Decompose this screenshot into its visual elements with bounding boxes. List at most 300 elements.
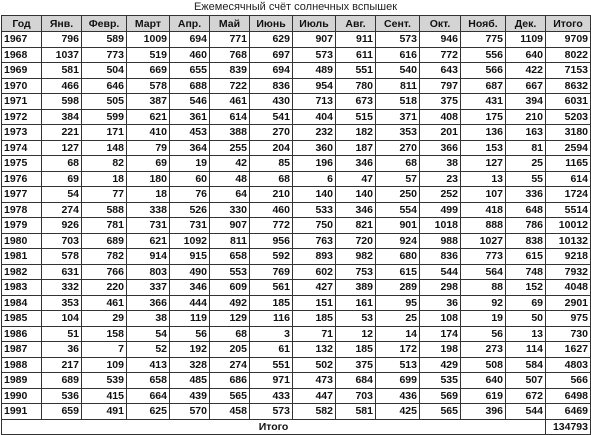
- month-value-cell: 694: [170, 32, 210, 48]
- row-total-cell: 1165: [546, 156, 591, 172]
- year-cell: 1976: [2, 171, 42, 187]
- month-value-cell: 60: [170, 171, 210, 187]
- table-row: [2, 94, 591, 110]
- month-value-cell: 631: [42, 264, 82, 280]
- month-value-cell: 61: [250, 342, 293, 358]
- month-value-cell: 53: [336, 311, 376, 327]
- month-value-cell: 988: [420, 233, 461, 249]
- month-value-cell: 490: [170, 264, 210, 280]
- header-month: Февр.: [82, 16, 127, 32]
- month-value-cell: 185: [250, 295, 293, 311]
- month-value-cell: 684: [336, 373, 376, 389]
- month-value-cell: 556: [461, 47, 506, 63]
- month-value-cell: 461: [210, 94, 250, 110]
- year-cell: 1971: [2, 94, 42, 110]
- month-value-cell: 773: [461, 249, 506, 265]
- month-value-cell: 588: [82, 202, 127, 218]
- month-value-cell: 658: [127, 373, 170, 389]
- month-value-cell: 180: [127, 171, 170, 187]
- table-row: [2, 342, 591, 358]
- month-value-cell: 703: [42, 233, 82, 249]
- month-value-cell: 366: [420, 140, 461, 156]
- year-cell: 1983: [2, 280, 42, 296]
- month-value-cell: 731: [127, 218, 170, 234]
- month-value-cell: 535: [420, 373, 461, 389]
- month-value-cell: 502: [293, 357, 336, 373]
- table-row: [2, 47, 591, 63]
- total-label: Итого: [2, 419, 546, 435]
- row-total-cell: 7153: [546, 63, 591, 79]
- month-value-cell: 270: [250, 125, 293, 141]
- table-row: [2, 404, 591, 420]
- month-value-cell: 569: [420, 388, 461, 404]
- month-value-cell: 336: [506, 187, 546, 203]
- month-value-cell: 699: [376, 373, 420, 389]
- month-value-cell: 508: [461, 357, 506, 373]
- month-value-cell: 519: [127, 47, 170, 63]
- month-value-cell: 786: [506, 218, 546, 234]
- year-cell: 1975: [2, 156, 42, 172]
- month-value-cell: 614: [210, 109, 250, 125]
- table-row: [2, 109, 591, 125]
- month-value-cell: 926: [42, 218, 82, 234]
- month-value-cell: 1009: [127, 32, 170, 48]
- table-row: [2, 357, 591, 373]
- month-value-cell: 77: [82, 187, 127, 203]
- month-value-cell: 667: [506, 78, 546, 94]
- month-value-cell: 491: [82, 404, 127, 420]
- table-row: [2, 187, 591, 203]
- month-value-cell: 565: [420, 404, 461, 420]
- month-value-cell: 731: [170, 218, 210, 234]
- month-value-cell: 518: [376, 94, 420, 110]
- row-total-cell: 2594: [546, 140, 591, 156]
- year-cell: 1977: [2, 187, 42, 203]
- month-value-cell: 689: [42, 373, 82, 389]
- month-value-cell: 901: [376, 218, 420, 234]
- month-value-cell: 175: [461, 109, 506, 125]
- month-value-cell: 689: [82, 233, 127, 249]
- table-caption: Ежемесячный счёт солнечных вспышек: [193, 1, 398, 13]
- month-value-cell: 171: [82, 125, 127, 141]
- month-value-cell: 429: [420, 357, 461, 373]
- row-total-cell: 2901: [546, 295, 591, 311]
- row-total-cell: 730: [546, 326, 591, 342]
- month-value-cell: 172: [376, 342, 420, 358]
- month-value-cell: 578: [42, 249, 82, 265]
- month-value-cell: 114: [506, 342, 546, 358]
- month-value-cell: 127: [42, 140, 82, 156]
- row-total-cell: 5203: [546, 109, 591, 125]
- month-value-cell: 673: [336, 94, 376, 110]
- month-value-cell: 911: [336, 32, 376, 48]
- month-value-cell: 722: [210, 78, 250, 94]
- month-value-cell: 29: [82, 311, 127, 327]
- month-value-cell: 375: [420, 94, 461, 110]
- month-value-cell: 505: [82, 94, 127, 110]
- year-cell: 1984: [2, 295, 42, 311]
- month-value-cell: 1037: [42, 47, 82, 63]
- month-value-cell: 92: [461, 295, 506, 311]
- row-total-cell: 1627: [546, 342, 591, 358]
- month-value-cell: 404: [293, 109, 336, 125]
- month-value-cell: 364: [170, 140, 210, 156]
- month-value-cell: 589: [82, 32, 127, 48]
- month-value-cell: 132: [293, 342, 336, 358]
- month-value-cell: 81: [506, 140, 546, 156]
- month-value-cell: 581: [336, 404, 376, 420]
- month-value-cell: 408: [420, 109, 461, 125]
- month-value-cell: 42: [210, 156, 250, 172]
- month-value-cell: 38: [420, 156, 461, 172]
- month-value-cell: 36: [42, 342, 82, 358]
- month-value-cell: 750: [293, 218, 336, 234]
- month-value-cell: 252: [420, 187, 461, 203]
- month-value-cell: 473: [293, 373, 336, 389]
- month-value-cell: 410: [127, 125, 170, 141]
- year-cell: 1972: [2, 109, 42, 125]
- month-value-cell: 136: [461, 125, 506, 141]
- month-value-cell: 88: [461, 280, 506, 296]
- month-value-cell: 23: [420, 171, 461, 187]
- month-value-cell: 598: [42, 94, 82, 110]
- month-value-cell: 19: [461, 311, 506, 327]
- month-value-cell: 566: [461, 63, 506, 79]
- month-value-cell: 148: [82, 140, 127, 156]
- month-value-cell: 36: [420, 295, 461, 311]
- month-value-cell: 68: [42, 156, 82, 172]
- month-value-cell: 353: [42, 295, 82, 311]
- month-value-cell: 270: [376, 140, 420, 156]
- month-value-cell: 836: [250, 78, 293, 94]
- year-cell: 1985: [2, 311, 42, 327]
- month-value-cell: 687: [461, 78, 506, 94]
- month-value-cell: 839: [210, 63, 250, 79]
- month-value-cell: 513: [376, 357, 420, 373]
- month-value-cell: 192: [170, 342, 210, 358]
- month-value-cell: 140: [293, 187, 336, 203]
- month-value-cell: 422: [506, 63, 546, 79]
- month-value-cell: 643: [420, 63, 461, 79]
- year-cell: 1989: [2, 373, 42, 389]
- month-value-cell: 551: [336, 63, 376, 79]
- year-cell: 1973: [2, 125, 42, 141]
- month-value-cell: 703: [336, 388, 376, 404]
- month-value-cell: 439: [170, 388, 210, 404]
- row-total-cell: 10132: [546, 233, 591, 249]
- month-value-cell: 95: [376, 295, 420, 311]
- table-row: [2, 388, 591, 404]
- month-value-cell: 971: [250, 373, 293, 389]
- month-value-cell: 769: [250, 264, 293, 280]
- month-value-cell: 346: [336, 202, 376, 218]
- month-value-cell: 366: [127, 295, 170, 311]
- total-value: 134793: [546, 419, 591, 435]
- table-row: [2, 373, 591, 389]
- month-value-cell: 210: [250, 187, 293, 203]
- year-cell: 1969: [2, 63, 42, 79]
- month-value-cell: 337: [127, 280, 170, 296]
- month-value-cell: 655: [170, 63, 210, 79]
- month-value-cell: 196: [293, 156, 336, 172]
- month-value-cell: 602: [293, 264, 336, 280]
- month-value-cell: 163: [506, 125, 546, 141]
- month-value-cell: 330: [210, 202, 250, 218]
- month-value-cell: 444: [170, 295, 210, 311]
- header-month: Сент.: [376, 16, 420, 32]
- year-cell: 1991: [2, 404, 42, 420]
- month-value-cell: 69: [42, 171, 82, 187]
- month-value-cell: 504: [82, 63, 127, 79]
- month-value-cell: 615: [506, 249, 546, 265]
- month-value-cell: 564: [461, 264, 506, 280]
- month-value-cell: 664: [127, 388, 170, 404]
- month-value-cell: 553: [210, 264, 250, 280]
- month-value-cell: 485: [170, 373, 210, 389]
- header-month: Апр.: [170, 16, 210, 32]
- month-value-cell: 18: [127, 187, 170, 203]
- header-month: Авг.: [336, 16, 376, 32]
- month-value-cell: 13: [506, 326, 546, 342]
- year-cell: 1986: [2, 326, 42, 342]
- month-value-cell: 748: [506, 264, 546, 280]
- month-value-cell: 394: [506, 94, 546, 110]
- month-value-cell: 425: [376, 404, 420, 420]
- header-month: Июнь: [250, 16, 293, 32]
- row-total-cell: 9218: [546, 249, 591, 265]
- month-value-cell: 328: [170, 357, 210, 373]
- month-value-cell: 384: [42, 109, 82, 125]
- month-value-cell: 561: [250, 280, 293, 296]
- month-value-cell: 536: [42, 388, 82, 404]
- month-value-cell: 161: [336, 295, 376, 311]
- month-value-cell: 217: [42, 357, 82, 373]
- table-row: [2, 63, 591, 79]
- total-row: [2, 419, 591, 435]
- row-total-cell: 6469: [546, 404, 591, 420]
- header-month: Янв.: [42, 16, 82, 32]
- month-value-cell: 56: [170, 326, 210, 342]
- month-value-cell: 338: [127, 202, 170, 218]
- month-value-cell: 616: [376, 47, 420, 63]
- month-value-cell: 461: [82, 295, 127, 311]
- month-value-cell: 803: [127, 264, 170, 280]
- month-value-cell: 38: [127, 311, 170, 327]
- month-value-cell: 615: [376, 264, 420, 280]
- month-value-cell: 346: [170, 280, 210, 296]
- month-value-cell: 907: [210, 218, 250, 234]
- month-value-cell: 811: [376, 78, 420, 94]
- month-value-cell: 3: [250, 326, 293, 342]
- month-value-cell: 427: [293, 280, 336, 296]
- month-value-cell: 68: [210, 326, 250, 342]
- month-value-cell: 697: [250, 47, 293, 63]
- header-month: Дек.: [506, 16, 546, 32]
- row-total-cell: 10012: [546, 218, 591, 234]
- month-value-cell: 780: [336, 78, 376, 94]
- month-value-cell: 453: [170, 125, 210, 141]
- header-total: Итого: [546, 16, 591, 32]
- row-total-cell: 614: [546, 171, 591, 187]
- month-value-cell: 694: [250, 63, 293, 79]
- month-value-cell: 782: [82, 249, 127, 265]
- month-value-cell: 621: [127, 109, 170, 125]
- month-value-cell: 609: [210, 280, 250, 296]
- month-value-cell: 640: [506, 47, 546, 63]
- row-total-cell: 4048: [546, 280, 591, 296]
- month-value-cell: 688: [170, 78, 210, 94]
- month-value-cell: 396: [461, 404, 506, 420]
- month-value-cell: 640: [461, 373, 506, 389]
- month-value-cell: 221: [42, 125, 82, 141]
- year-cell: 1970: [2, 78, 42, 94]
- month-value-cell: 14: [376, 326, 420, 342]
- year-cell: 1978: [2, 202, 42, 218]
- month-value-cell: 274: [210, 357, 250, 373]
- month-value-cell: 982: [336, 249, 376, 265]
- month-value-cell: 768: [210, 47, 250, 63]
- month-value-cell: 544: [506, 404, 546, 420]
- month-value-cell: 158: [82, 326, 127, 342]
- month-value-cell: 554: [376, 202, 420, 218]
- year-cell: 1967: [2, 32, 42, 48]
- month-value-cell: 888: [461, 218, 506, 234]
- year-cell: 1979: [2, 218, 42, 234]
- table-row: [2, 264, 591, 280]
- month-value-cell: 648: [506, 202, 546, 218]
- month-value-cell: 57: [376, 171, 420, 187]
- year-cell: 1982: [2, 264, 42, 280]
- month-value-cell: 914: [127, 249, 170, 265]
- month-value-cell: 544: [420, 264, 461, 280]
- month-value-cell: 533: [293, 202, 336, 218]
- month-value-cell: 25: [376, 311, 420, 327]
- table-row: [2, 233, 591, 249]
- month-value-cell: 669: [127, 63, 170, 79]
- month-value-cell: 185: [293, 311, 336, 327]
- month-value-cell: 82: [82, 156, 127, 172]
- month-value-cell: 68: [250, 171, 293, 187]
- month-value-cell: 946: [420, 32, 461, 48]
- header-month: Июль: [293, 16, 336, 32]
- header-month: Окт.: [420, 16, 461, 32]
- month-value-cell: 753: [336, 264, 376, 280]
- month-value-cell: 893: [293, 249, 336, 265]
- month-value-cell: 76: [170, 187, 210, 203]
- month-value-cell: 1027: [461, 233, 506, 249]
- row-total-cell: 7932: [546, 264, 591, 280]
- month-value-cell: 507: [506, 373, 546, 389]
- month-value-cell: 204: [250, 140, 293, 156]
- table-row: [2, 311, 591, 327]
- header-month: Нояб.: [461, 16, 506, 32]
- month-value-cell: 104: [42, 311, 82, 327]
- month-value-cell: 772: [250, 218, 293, 234]
- month-value-cell: 55: [506, 171, 546, 187]
- table-row: [2, 280, 591, 296]
- month-value-cell: 50: [506, 311, 546, 327]
- month-value-cell: 52: [127, 342, 170, 358]
- row-total-cell: 566: [546, 373, 591, 389]
- row-total-cell: 5514: [546, 202, 591, 218]
- month-value-cell: 492: [210, 295, 250, 311]
- month-value-cell: 907: [293, 32, 336, 48]
- year-cell: 1981: [2, 249, 42, 265]
- month-value-cell: 18: [82, 171, 127, 187]
- month-value-cell: 387: [127, 94, 170, 110]
- month-value-cell: 954: [293, 78, 336, 94]
- month-value-cell: 56: [461, 326, 506, 342]
- month-value-cell: 220: [82, 280, 127, 296]
- month-value-cell: 526: [170, 202, 210, 218]
- row-total-cell: 6498: [546, 388, 591, 404]
- month-value-cell: 360: [293, 140, 336, 156]
- month-value-cell: 69: [127, 156, 170, 172]
- month-value-cell: 599: [82, 109, 127, 125]
- month-value-cell: 153: [461, 140, 506, 156]
- month-value-cell: 713: [293, 94, 336, 110]
- month-value-cell: 499: [420, 202, 461, 218]
- month-value-cell: 625: [127, 404, 170, 420]
- month-value-cell: 389: [336, 280, 376, 296]
- year-cell: 1990: [2, 388, 42, 404]
- header-month: Май: [210, 16, 250, 32]
- month-value-cell: 51: [42, 326, 82, 342]
- month-value-cell: 371: [376, 109, 420, 125]
- row-total-cell: 4803: [546, 357, 591, 373]
- month-value-cell: 772: [420, 47, 461, 63]
- table-row: [2, 78, 591, 94]
- month-value-cell: 25: [506, 156, 546, 172]
- row-total-cell: 8632: [546, 78, 591, 94]
- month-value-cell: 436: [376, 388, 420, 404]
- month-value-cell: 274: [42, 202, 82, 218]
- year-cell: 1988: [2, 357, 42, 373]
- month-value-cell: 116: [250, 311, 293, 327]
- month-value-cell: 584: [506, 357, 546, 373]
- month-value-cell: 353: [376, 125, 420, 141]
- table-row: [2, 202, 591, 218]
- month-value-cell: 573: [293, 47, 336, 63]
- month-value-cell: 205: [210, 342, 250, 358]
- table-body: [2, 32, 591, 420]
- month-value-cell: 539: [82, 373, 127, 389]
- month-value-cell: 152: [506, 280, 546, 296]
- month-value-cell: 418: [461, 202, 506, 218]
- month-value-cell: 924: [376, 233, 420, 249]
- month-value-cell: 68: [376, 156, 420, 172]
- month-value-cell: 79: [127, 140, 170, 156]
- year-cell: 1968: [2, 47, 42, 63]
- month-value-cell: 1109: [506, 32, 546, 48]
- month-value-cell: 107: [461, 187, 506, 203]
- month-value-cell: 680: [376, 249, 420, 265]
- month-value-cell: 298: [420, 280, 461, 296]
- month-value-cell: 619: [461, 388, 506, 404]
- month-value-cell: 151: [293, 295, 336, 311]
- month-value-cell: 187: [336, 140, 376, 156]
- month-value-cell: 71: [293, 326, 336, 342]
- month-value-cell: 289: [376, 280, 420, 296]
- header-row: [2, 16, 591, 32]
- month-value-cell: 273: [461, 342, 506, 358]
- month-value-cell: 629: [250, 32, 293, 48]
- month-value-cell: 797: [420, 78, 461, 94]
- month-value-cell: 515: [336, 109, 376, 125]
- month-value-cell: 621: [127, 233, 170, 249]
- month-value-cell: 182: [336, 125, 376, 141]
- month-value-cell: 19: [170, 156, 210, 172]
